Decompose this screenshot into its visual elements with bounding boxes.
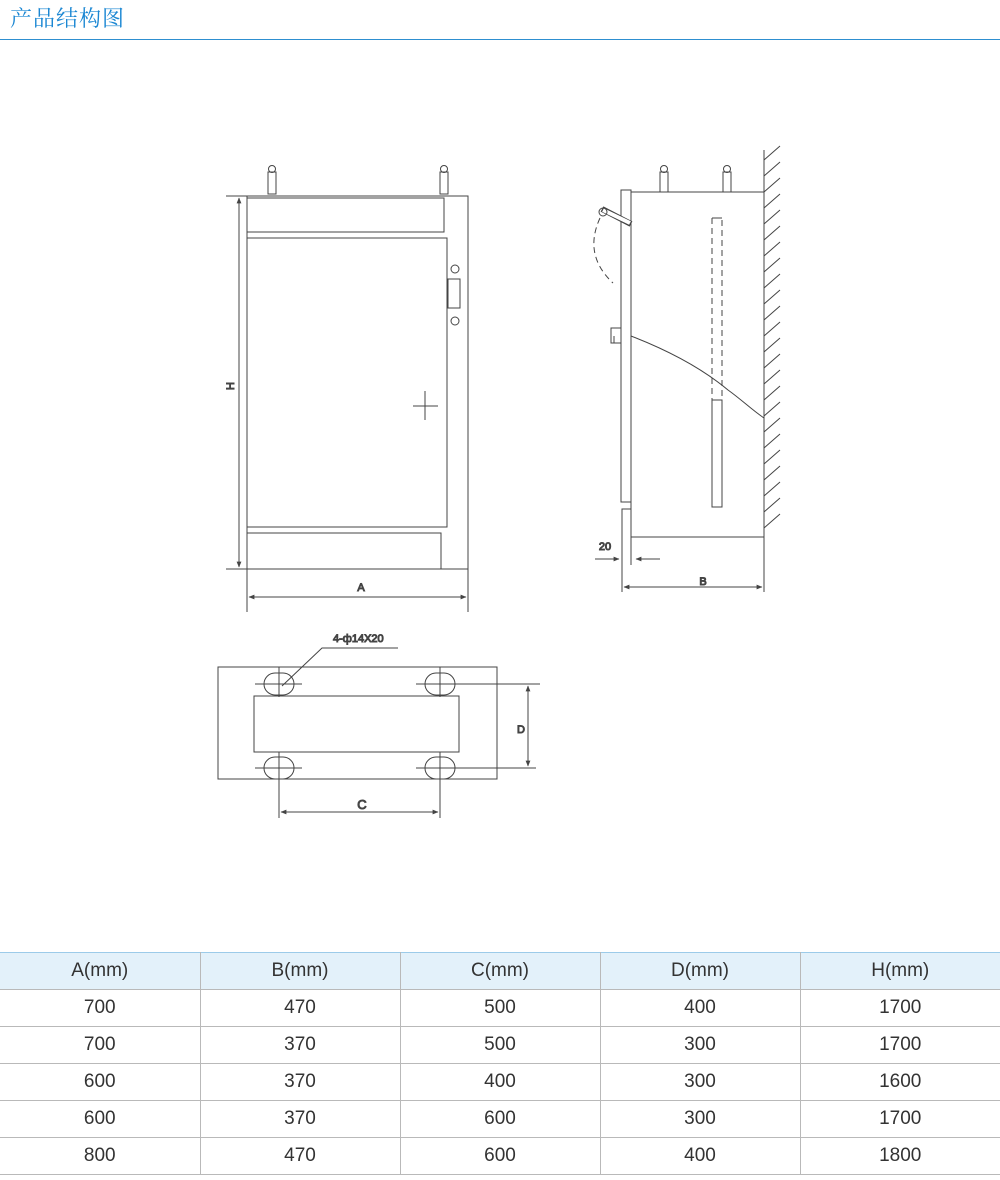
column-header-h: H(mm) bbox=[800, 953, 1000, 990]
door-handle bbox=[413, 391, 438, 420]
table-row bbox=[0, 1138, 1000, 1175]
column-header-b: B(mm) bbox=[200, 953, 400, 990]
table-cell: 400 bbox=[600, 1138, 800, 1175]
lifting-eye-left bbox=[268, 166, 276, 195]
table-row bbox=[0, 1101, 1000, 1138]
spec-table bbox=[0, 952, 1000, 1175]
top-panel bbox=[247, 198, 444, 232]
table-cell: 300 bbox=[600, 1101, 800, 1138]
label-a: A bbox=[357, 582, 365, 594]
wall-hatching bbox=[764, 146, 780, 530]
label-h: H bbox=[225, 382, 237, 390]
table-cell: 300 bbox=[600, 1027, 800, 1064]
label-b: B bbox=[699, 576, 707, 588]
mounting-slot-tl bbox=[255, 667, 302, 697]
label-d: D bbox=[517, 724, 525, 736]
dimension-b bbox=[622, 537, 764, 592]
internal-rail bbox=[712, 218, 722, 507]
mounting-slot-tr bbox=[416, 667, 540, 697]
table-cell: 700 bbox=[0, 1027, 200, 1064]
side-lifting-eye-2 bbox=[723, 166, 731, 193]
table-cell: 400 bbox=[400, 1064, 600, 1101]
table-cell: 1700 bbox=[800, 990, 1000, 1027]
side-door bbox=[621, 190, 631, 502]
table-cell: 1600 bbox=[800, 1064, 1000, 1101]
column-header-a: A(mm) bbox=[0, 953, 200, 990]
side-handle bbox=[594, 208, 631, 283]
table-cell: 1700 bbox=[800, 1101, 1000, 1138]
label-c: C bbox=[357, 797, 367, 812]
table-cell: 600 bbox=[400, 1101, 600, 1138]
cable-curve bbox=[631, 336, 764, 418]
table-cell: 600 bbox=[0, 1101, 200, 1138]
table-cell: 700 bbox=[0, 990, 200, 1027]
table-cell: 1800 bbox=[800, 1138, 1000, 1175]
side-door-bottom bbox=[622, 509, 631, 537]
bottom-panel bbox=[247, 533, 441, 569]
table-row bbox=[0, 1064, 1000, 1101]
side-body bbox=[631, 192, 764, 537]
side-lifting-eye-1 bbox=[660, 166, 668, 193]
table-row bbox=[0, 990, 1000, 1027]
table-cell: 1700 bbox=[800, 1027, 1000, 1064]
mounting-slot-bl bbox=[255, 752, 302, 818]
table-cell: 600 bbox=[0, 1064, 200, 1101]
table-header-row bbox=[0, 953, 1000, 990]
table-cell: 800 bbox=[0, 1138, 200, 1175]
cabinet-door bbox=[247, 238, 447, 527]
front-view bbox=[226, 166, 468, 613]
table-cell: 600 bbox=[400, 1138, 600, 1175]
label-20: 20 bbox=[598, 541, 612, 553]
table-cell: 500 bbox=[400, 1027, 600, 1064]
column-header-d: D(mm) bbox=[600, 953, 800, 990]
table-cell: 500 bbox=[400, 990, 600, 1027]
lifting-eye-right bbox=[440, 166, 448, 195]
door-lock bbox=[448, 265, 460, 325]
cabinet-body bbox=[247, 196, 468, 569]
side-hinge bbox=[611, 328, 621, 343]
table-cell: 300 bbox=[600, 1064, 800, 1101]
base-opening bbox=[254, 696, 459, 752]
mounting-slot-br bbox=[416, 752, 536, 818]
label-hole-spec: 4-ф14X20 bbox=[333, 633, 384, 645]
table-cell: 400 bbox=[600, 990, 800, 1027]
side-view bbox=[594, 146, 780, 592]
base-view bbox=[218, 648, 540, 818]
page-title: 产品结构图 bbox=[10, 7, 126, 32]
table-cell: 470 bbox=[200, 990, 400, 1027]
table-cell: 370 bbox=[200, 1027, 400, 1064]
table-cell: 470 bbox=[200, 1138, 400, 1175]
column-header-c: C(mm) bbox=[400, 953, 600, 990]
table-cell: 370 bbox=[200, 1101, 400, 1138]
table-row bbox=[0, 1027, 1000, 1064]
table-cell: 370 bbox=[200, 1064, 400, 1101]
